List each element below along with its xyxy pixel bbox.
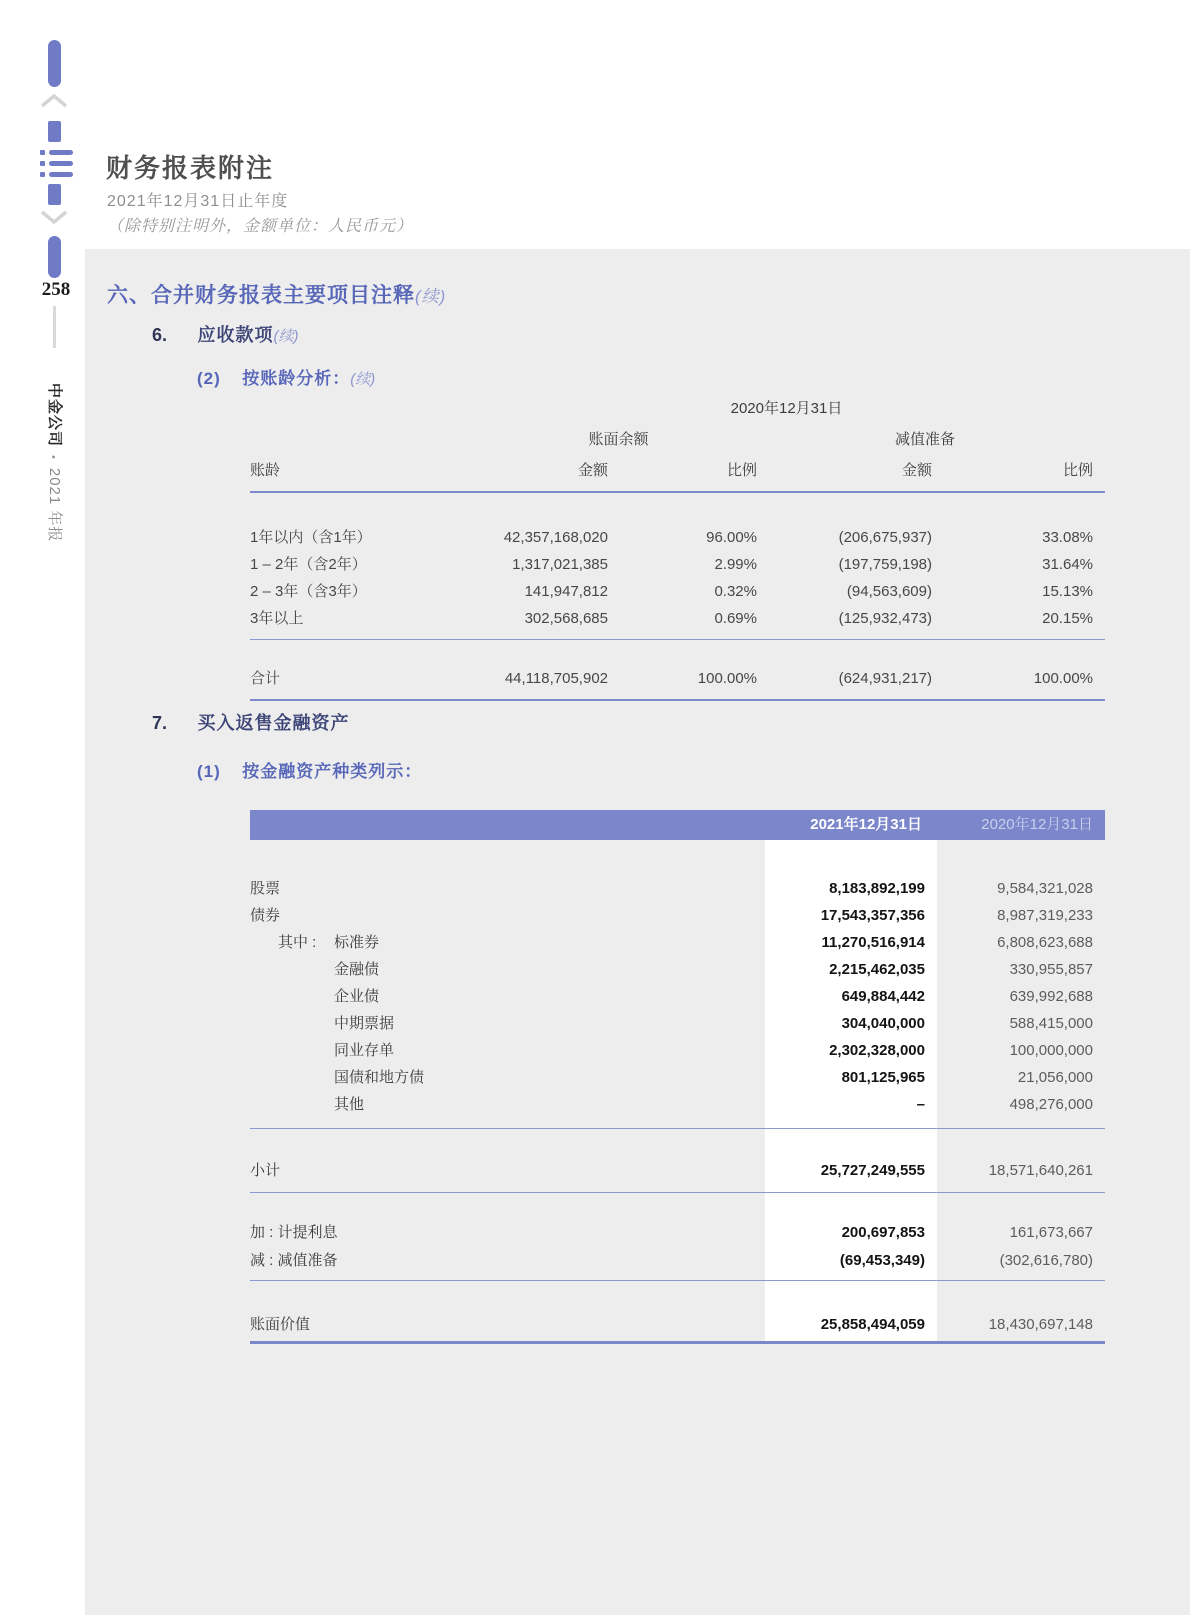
table-row (250, 551, 1105, 578)
aging-table-body (250, 524, 1105, 632)
row-value-2020: 330,955,857 (1009, 961, 1093, 978)
sidebar-bar-top (48, 40, 61, 87)
row-impairment-pct: 31.64% (1042, 556, 1093, 573)
row-value-2020: (302,616,780) (999, 1252, 1093, 1269)
row-value-2020: 100,000,000 (1009, 1042, 1093, 1059)
total-amount: 44,118,705,902 (504, 670, 608, 687)
aging-table-bottom-rule (250, 699, 1105, 701)
row-value-2021: 200,697,853 (841, 1224, 925, 1241)
item6-title: 应收款项 (197, 325, 274, 345)
row-value-2021: 11,270,516,914 (821, 934, 925, 951)
row-value-2021: 2,215,462,035 (829, 961, 925, 978)
brand-separator-dot: • (47, 455, 59, 460)
table-row (250, 983, 1105, 1010)
row-impairment-pct: 15.13% (1042, 583, 1093, 600)
row-value-2021: 17,543,357,356 (820, 907, 925, 924)
total-pct: 100.00% (697, 670, 757, 687)
row-label: 同业存单 (334, 1042, 395, 1059)
row-impairment: (94,563,609) (846, 583, 932, 600)
row-label-prefix: 其中 : (278, 934, 317, 951)
reporting-period: 2021年12月31日止年度 (107, 193, 289, 210)
col-header-amount1: 金额 (577, 462, 608, 479)
page-title: 财务报表附注 (106, 154, 275, 183)
page-number-tick (53, 306, 56, 348)
resale-assets-table (250, 810, 1105, 1346)
group-header-impairment: 减值准备 (894, 431, 955, 448)
col-header-amount2: 金额 (901, 462, 932, 479)
table-row (250, 956, 1105, 983)
vertical-brand-text (45, 383, 66, 542)
row-impairment-pct: 20.15% (1042, 610, 1093, 627)
row-value-2021: 304,040,000 (841, 1015, 925, 1032)
group-header-balance: 账面余额 (588, 431, 649, 448)
table-row (250, 1247, 1105, 1275)
sidebar-bar-lower (48, 184, 61, 205)
table-row (250, 578, 1105, 605)
row-label: 债券 (250, 907, 281, 924)
subtotal-value-2021: 25,727,249,555 (820, 1162, 925, 1179)
table-row (250, 1091, 1105, 1118)
row-value-2021: (69,453,349) (839, 1252, 925, 1269)
subtotal-row (250, 1157, 1105, 1184)
row-amount: 42,357,168,020 (503, 529, 608, 546)
aging-table (250, 395, 1105, 703)
resale-table-rule-2 (250, 1192, 1105, 1193)
resale-table-rule-1 (250, 1128, 1105, 1129)
carrying-value-2020: 18,430,697,148 (988, 1316, 1093, 1333)
sidebar-bar-upper (48, 121, 61, 142)
item6-number: 6. (152, 325, 168, 345)
chevron-up-icon[interactable] (40, 93, 68, 109)
row-value-2021: 8,183,892,199 (829, 880, 925, 897)
carrying-value-row (250, 1311, 1105, 1339)
row-label: 加 : 计提利息 (250, 1224, 338, 1241)
row-label: 股票 (250, 880, 281, 897)
row-label: 3年以上 (250, 610, 304, 627)
row-label-text: 标准券 (334, 934, 380, 951)
row-pct: 2.99% (714, 556, 757, 573)
table-row (250, 902, 1105, 929)
sub1-heading (197, 757, 422, 782)
sub2-heading (197, 364, 375, 389)
row-value-2021: 801,125,965 (841, 1069, 925, 1086)
aging-table-header-rule (250, 491, 1105, 493)
row-amount: 1,317,021,385 (512, 556, 608, 573)
row-value-2020: 21,056,000 (1017, 1069, 1093, 1086)
table-row (250, 1219, 1105, 1247)
table-row (250, 524, 1105, 551)
sub2-continued: (续) (350, 371, 376, 388)
col-header-2021: 2021年12月31日 (810, 816, 922, 833)
row-value-2020: 639,992,688 (1009, 988, 1093, 1005)
table-row (250, 929, 1105, 956)
currency-unit-note: （除特别注明外，金额单位：人民币元） (107, 218, 414, 235)
resale-table-rule-3 (250, 1280, 1105, 1281)
row-value-2020: 161,673,667 (1009, 1224, 1093, 1241)
carrying-label: 账面价值 (250, 1316, 311, 1333)
row-impairment: (197,759,198) (838, 556, 932, 573)
sub1-title: 按金融资产种类列示： (242, 762, 423, 781)
row-value-2020: 588,415,000 (1009, 1015, 1093, 1032)
item7-heading (152, 709, 349, 735)
row-label: 1 – 2年（含2年） (250, 556, 367, 573)
resale-table-bottom-rule (250, 1341, 1105, 1344)
subtotal-label: 小计 (250, 1162, 281, 1179)
row-amount: 302,568,685 (524, 610, 608, 627)
row-label: 企业债 (334, 988, 380, 1005)
total-label: 合计 (250, 670, 281, 687)
item6-continued: (续) (273, 328, 299, 345)
adjustment-rows (250, 1219, 1105, 1275)
row-value-2020: 8,987,319,233 (997, 907, 1093, 924)
row-label: 其他 (334, 1096, 365, 1113)
brand-name: 中金公司 (46, 383, 63, 448)
item7-number: 7. (152, 713, 168, 733)
row-value-2021: 2,302,328,000 (829, 1042, 925, 1059)
row-value-2020: 498,276,000 (1009, 1096, 1093, 1113)
item6-heading (152, 321, 298, 347)
row-label: 国债和地方债 (334, 1069, 425, 1086)
table-row (250, 1010, 1105, 1037)
chevron-down-icon[interactable] (40, 209, 68, 225)
resale-table-header-band (250, 810, 1105, 840)
sidebar-bar-bottom (48, 236, 61, 278)
col-header-pct2: 比例 (1062, 462, 1093, 479)
aging-table-date-header: 2020年12月31日 (730, 400, 843, 417)
total-impairment: (624,931,217) (838, 670, 932, 687)
aging-table-column-headers (250, 459, 1105, 480)
row-value-2021: – (916, 1096, 925, 1113)
table-row (250, 875, 1105, 902)
table-row (250, 1037, 1105, 1064)
section-heading (107, 279, 446, 309)
row-pct: 0.69% (714, 610, 757, 627)
page-number: 258 (41, 279, 71, 300)
resale-table-body (250, 875, 1105, 1118)
item7-title: 买入返售金融资产 (197, 713, 350, 733)
col-header-pct1: 比例 (726, 462, 757, 479)
col-header-2020: 2020年12月31日 (981, 816, 1093, 833)
row-value-2020: 9,584,321,028 (997, 880, 1093, 897)
carrying-value-2021: 25,858,494,059 (820, 1316, 925, 1333)
table-row (250, 1064, 1105, 1091)
section-heading-text: 六、合并财务报表主要项目注释 (107, 284, 415, 307)
aging-table-subtotal-rule (250, 639, 1105, 640)
row-value-2021: 649,884,442 (841, 988, 925, 1005)
row-label: 2 – 3年（含3年） (250, 583, 367, 600)
brand-year: 2021 年报 (46, 467, 63, 543)
sub2-number: (2) (197, 369, 221, 388)
aging-table-total-row (250, 665, 1105, 692)
table-row (250, 605, 1105, 632)
sub1-number: (1) (197, 762, 221, 781)
subtotal-value-2020: 18,571,640,261 (988, 1162, 1093, 1179)
row-pct: 96.00% (706, 529, 757, 546)
menu-list-icon[interactable] (40, 150, 73, 177)
row-amount: 141,947,812 (524, 583, 608, 600)
section-heading-continued: (续) (415, 287, 447, 306)
col-header-age: 账龄 (250, 462, 281, 479)
total-impairment-pct: 100.00% (1033, 670, 1093, 687)
row-impairment: (125,932,473) (838, 610, 932, 627)
row-pct: 0.32% (714, 583, 757, 600)
row-label: 金融债 (334, 961, 380, 978)
row-label (250, 929, 705, 956)
row-label: 1年以内（含1年） (250, 529, 372, 546)
row-impairment: (206,675,937) (838, 529, 932, 546)
row-label: 中期票据 (334, 1015, 395, 1032)
row-label: 减 : 减值准备 (250, 1252, 338, 1269)
row-value-2020: 6,808,623,688 (997, 934, 1093, 951)
sub2-title: 按账龄分析： (242, 369, 351, 388)
row-impairment-pct: 33.08% (1042, 529, 1093, 546)
